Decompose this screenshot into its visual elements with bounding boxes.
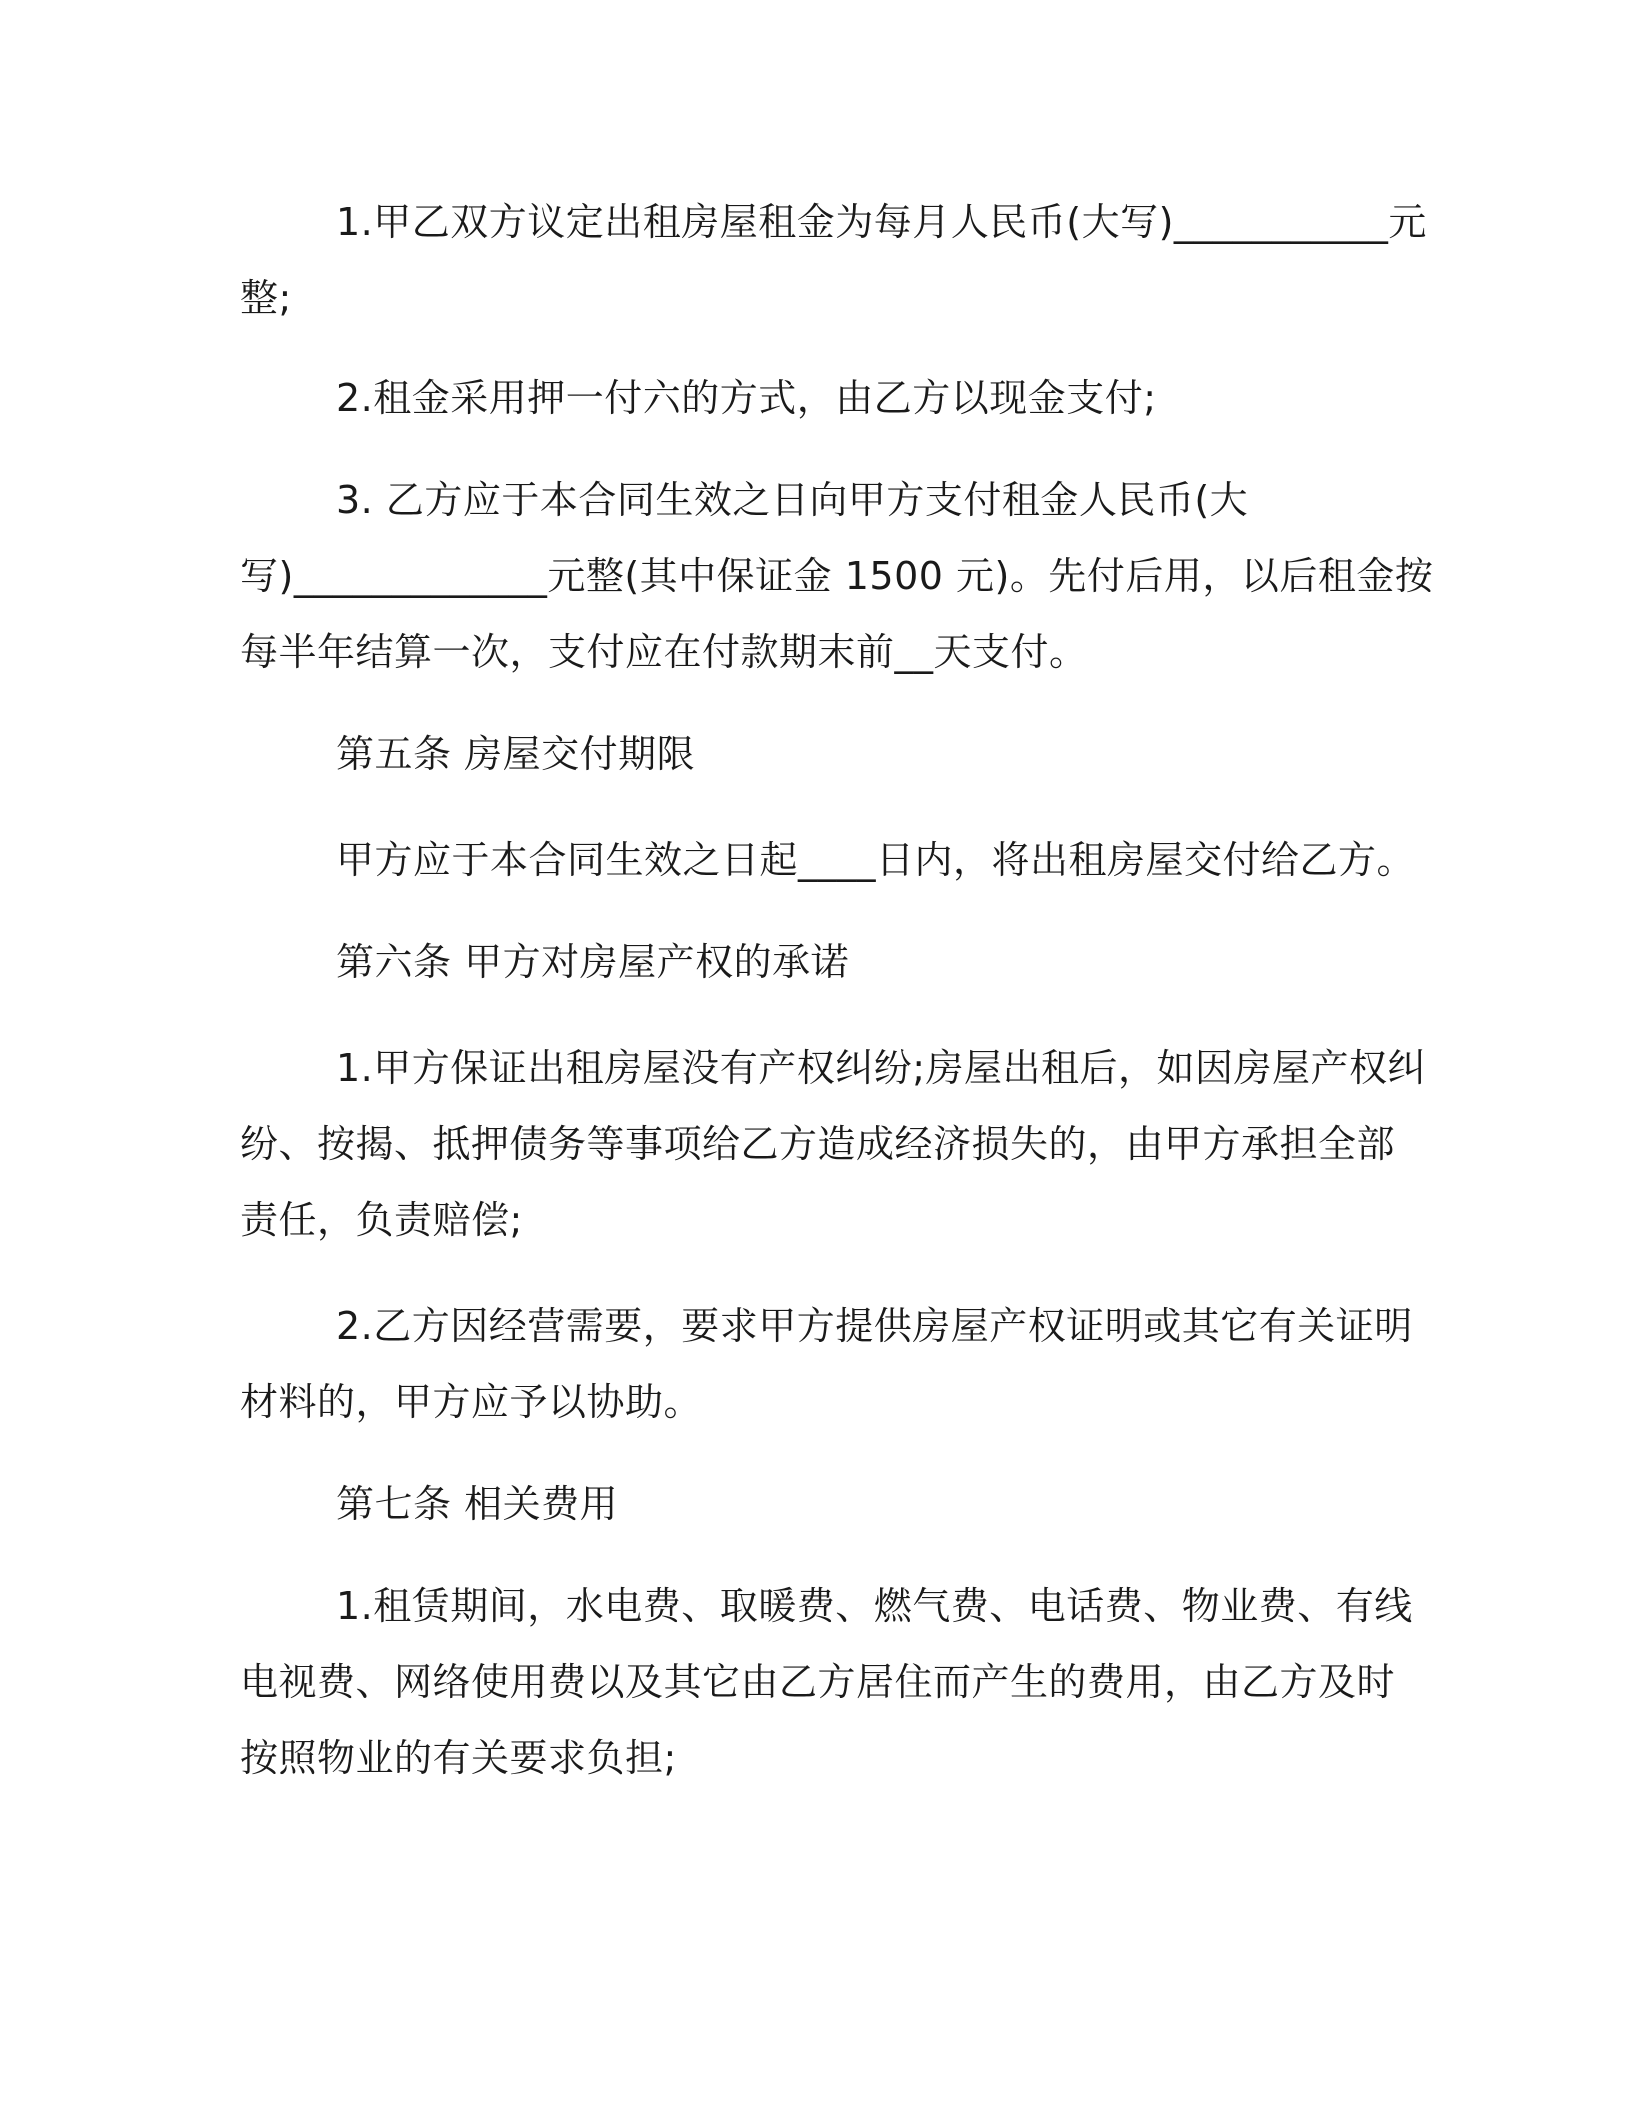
paragraph-title-guarantee xyxy=(240,1030,1427,1258)
text-line: 责任，负责赔偿; xyxy=(240,1198,523,1242)
paragraph-initial-payment xyxy=(240,462,1434,690)
text-line: 材料的，甲方应予以协助。 xyxy=(240,1380,703,1424)
section-title: 第六条 甲方对房屋产权的承诺 xyxy=(336,940,850,984)
section-title: 第七条 相关费用 xyxy=(336,1482,619,1526)
text-line: 1.甲乙双方议定出租房屋租金为每月人民币(大写)___________元 xyxy=(336,200,1427,244)
text-line: 纷、按揭、抵押债务等事项给乙方造成经济损失的，由甲方承担全部 xyxy=(240,1122,1396,1166)
text-line: 电视费、网络使用费以及其它由乙方居住而产生的费用，由乙方及时 xyxy=(240,1660,1396,1704)
paragraph-rent-amount xyxy=(240,184,1427,336)
text-line: 甲方应于本合同生效之日起____日内，将出租房屋交付给乙方。 xyxy=(336,838,1416,882)
text-line: 按照物业的有关要求负担; xyxy=(240,1736,677,1780)
paragraph-related-fees xyxy=(240,1568,1413,1796)
text-line: 1.租赁期间，水电费、取暖费、燃气费、电话费、物业费、有线 xyxy=(336,1584,1413,1628)
text-line: 3. 乙方应于本合同生效之日向甲方支付租金人民币(大 xyxy=(336,478,1249,522)
text-line: 整; xyxy=(240,276,292,320)
text-line: 2.租金采用押一付六的方式，由乙方以现金支付; xyxy=(336,376,1157,420)
section-heading-5 xyxy=(240,716,1390,792)
section-heading-6 xyxy=(240,924,1390,1000)
text-line: 写)_____________元整(其中保证金 1500 元)。先付后用，以后租金按 xyxy=(240,554,1434,598)
paragraph-document-assistance xyxy=(240,1288,1413,1440)
text-line: 2.乙方因经营需要，要求甲方提供房屋产权证明或其它有关证明 xyxy=(336,1304,1413,1348)
paragraph-delivery-deadline xyxy=(240,822,1416,898)
paragraph-payment-method xyxy=(240,360,1390,436)
section-title: 第五条 房屋交付期限 xyxy=(336,732,696,776)
text-line: 每半年结算一次，支付应在付款期末前__天支付。 xyxy=(240,630,1088,674)
text-line: 1.甲方保证出租房屋没有产权纠纷;房屋出租后，如因房屋产权纠 xyxy=(336,1046,1427,1090)
section-heading-7 xyxy=(240,1466,1390,1542)
